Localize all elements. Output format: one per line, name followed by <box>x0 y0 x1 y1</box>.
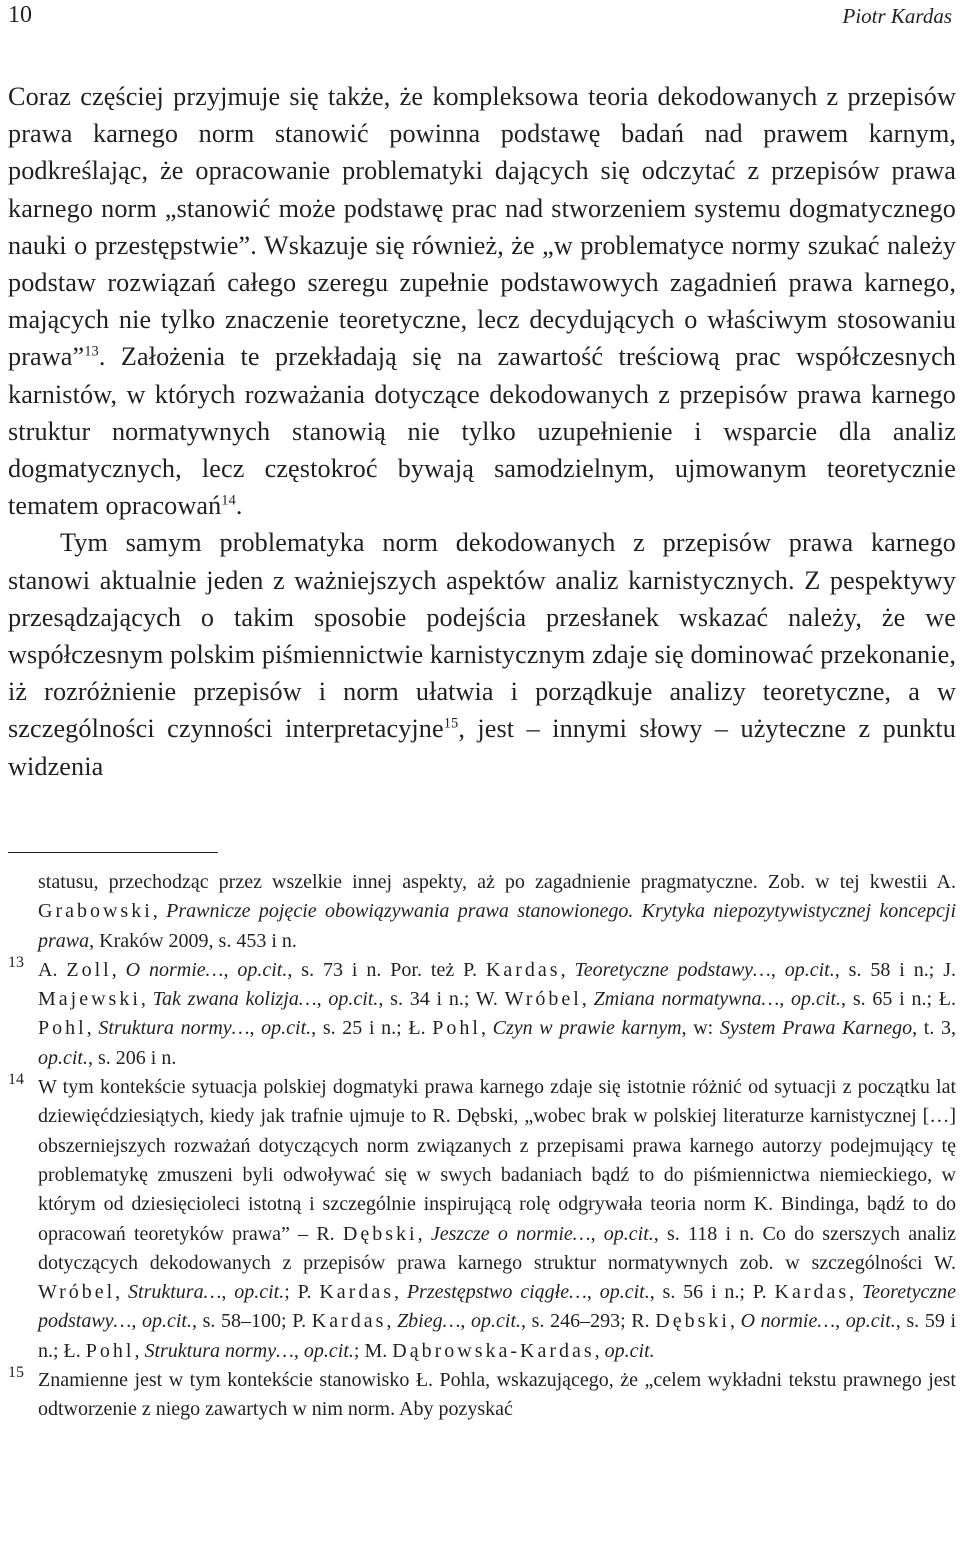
work-title: Struktura… <box>128 1281 222 1304</box>
work-title: Prawnicze pojęcie obowiązywania prawa stanowionego. Krytyka niepozytywistycznej koncepcji prawa <box>38 900 956 952</box>
fn-text: , w: <box>681 1017 720 1040</box>
work-title: op.cit. <box>328 988 379 1011</box>
fn-text: , <box>111 958 126 981</box>
fn-text: , <box>460 1310 472 1333</box>
fn-text: , <box>221 1281 235 1304</box>
author-name: Dębski <box>655 1310 730 1333</box>
author-name: Grabowski <box>38 900 153 923</box>
fn-text: ; M. <box>353 1339 393 1362</box>
fn-text: , <box>386 1310 398 1333</box>
fn-text: , <box>115 1281 129 1304</box>
work-title: Teoretyczne podstawy… <box>574 958 771 981</box>
work-title: op.cit. <box>604 1339 655 1362</box>
fn-text: , <box>152 900 167 923</box>
work-title: Struktura normy… <box>144 1339 294 1362</box>
fn-text: , s. 58–100; P. <box>191 1310 312 1333</box>
author-name: Pohl <box>85 1339 135 1362</box>
author-name: Wróbel <box>38 1281 116 1304</box>
work-title: op.cit. <box>234 1281 285 1304</box>
footnote-ref-13: 13 <box>84 343 99 360</box>
fn-text: , <box>134 1339 145 1362</box>
work-title: Tak zwana kolizja… <box>152 988 317 1011</box>
fn-text: , <box>594 1339 605 1362</box>
footnotes <box>8 868 956 1425</box>
fn-text: , s. 246–293; R. <box>521 1310 656 1333</box>
author-name: Kardas <box>485 958 561 981</box>
fn-text: W tym kontekście sytuacja polskiej dogmatyki prawa karnego zdaje się istotnie różnić od sytuacji z początku lat dziewięćdziesiątych, kiedy jak trafnie ujmuje to R. Dębski, „wobec brak w polskiej literaturze karnistycznej […] obszerniejszych rozważań dotyczących norm związanych z przepisami prawa karnego autorzy podejmujący tę problematykę zmuszeni byli odwoływać się w swych badaniach bądź to do piśmiennictwa niemieckiego, w którym od dziesięcioleci istotną i szczególnie inspirującą rolę odgrywała teoria norm K. Bindinga, bądź to do opracowań teoretyków prawa” – R. <box>38 1076 956 1245</box>
work-title: Teoretyczne podstawy… <box>38 1281 957 1333</box>
work-title: Zbieg… <box>397 1310 461 1333</box>
author-name: Kardas <box>311 1310 387 1333</box>
author-name: Pohl <box>432 1017 481 1040</box>
fn-text: , t. 3, <box>912 1017 956 1040</box>
fn-text: , s. 34 i n.; W. <box>378 988 505 1011</box>
fn-text: , <box>249 1017 262 1040</box>
fn-text: , s. 118 i n. Co do szerszych analiz dotyczących dekodowanych z przepisów prawa karnego struktur normatywnych zob. w szczególności W. <box>38 1222 957 1274</box>
work-title: O normie… <box>740 1310 836 1333</box>
fn-text: , s. 59 i n.; Ł. <box>38 1310 957 1362</box>
footnote-ref-14: 14 <box>221 492 236 509</box>
text-run: , jest – innymi słowy – użyteczne z punktu widzenia <box>8 714 956 781</box>
author-name: Zoll <box>66 958 112 981</box>
fn-text: , <box>835 1310 846 1333</box>
author-name: Dąbrowska-Kardas <box>392 1339 595 1362</box>
work-title: op.cit. <box>791 988 842 1011</box>
author-name: Kardas <box>774 1281 850 1304</box>
fn-text: , s. 73 i n. Por. też P. <box>287 958 486 981</box>
fn-text: , <box>480 1017 493 1040</box>
fn-text: Znamienne jest w tym kontekście stanowisko Ł. Pohla, wskazującego, że „celem wykładni tekstu prawnego jest odtworzenie z niego zawartych w nim norm. Aby pozyskać <box>38 1369 956 1421</box>
work-title: op.cit. <box>845 1310 896 1333</box>
work-title: op.cit. <box>603 1222 654 1245</box>
running-head-author: Piotr Kardas <box>842 4 952 28</box>
fn-text: ; P. <box>284 1281 320 1304</box>
work-title: Struktura normy… <box>98 1017 250 1040</box>
running-header <box>8 0 952 34</box>
work-title: Przestępstwo ciągłe… <box>406 1281 587 1304</box>
footnote-continuation <box>8 868 956 956</box>
text-run: Coraz częściej przyjmuje się także, że kompleksowa teoria dekodowanych z przepisów prawa karnego norm stanowić powinna podstawę badań nad prawem karnym, podkreślając, że opracowanie problematyki dających się odczytać z przepisów prawa karnego norm „stanowić może podstawę prac nad stworzeniem systemu dogmatycznego nauki o przestępstwie”. Wskazuje się również, że „w problematyce normy szukać należy podstaw rozwiązań całego szeregu zupełnie podstawowych zagadnień prawa karnego, mających nie tylko znaczenie teoretyczne, lecz decydujących o właściwym stosowaniu prawa” <box>8 82 956 372</box>
work-title: op.cit. <box>261 1017 312 1040</box>
text-run: . <box>235 491 243 521</box>
work-title: op.cit. <box>141 1310 192 1333</box>
work-title: op.cit. <box>38 1046 88 1069</box>
text-run: Tym samym problematyka norm dekodowanych z przepisów prawa karnego stanowi aktualnie jeden z ważniejszych aspektów analiz karnistycznych. Z pespektywy przesądzających o takim sposobie podejścia przesłanek wskazać należy, że we współczesnym polskim piśmiennictwie karnistycznym zdaje się dominować przekonanie, iż rozróżnienie przepisów i norm ułatwia i porządkuje analizy teoretyczne, a w szczególności czynności interpretacyjne <box>8 528 956 744</box>
author-name: Kardas <box>319 1281 394 1304</box>
work-title: op.cit. <box>237 958 288 981</box>
fn-text: , <box>140 988 153 1011</box>
fn-text: , s. 58 i n.; J. <box>834 958 957 981</box>
fn-text: , s. 65 i n.; Ł. <box>841 988 957 1011</box>
work-title: op.cit. <box>471 1310 522 1333</box>
fn-text: , <box>417 1222 431 1245</box>
author-name: Pohl <box>38 1017 87 1040</box>
fn-text: , <box>590 1222 604 1245</box>
footnote-13 <box>8 953 957 1073</box>
fn-text: , <box>779 988 792 1011</box>
footnote-number: 13 <box>8 953 24 971</box>
fn-text: , s. 56 i n.; P. <box>649 1281 775 1304</box>
fn-text: statusu, przechodząc przez wszelkie innej aspekty, aż po zagadnienie pragmatyczne. Zob. w tej kwestii A. <box>38 871 956 893</box>
footnote-number: 14 <box>8 1071 24 1089</box>
page-number: 10 <box>8 2 32 28</box>
work-title: op.cit. <box>599 1281 650 1304</box>
fn-text: , <box>393 1281 407 1304</box>
footnote-15 <box>8 1366 956 1425</box>
fn-text: , <box>581 988 594 1011</box>
fn-text: , <box>770 958 785 981</box>
fn-text: , <box>316 988 329 1011</box>
work-title: System Prawa Karnego <box>719 1017 913 1040</box>
fn-text: , Kraków 2009, s. 453 i n. <box>89 929 297 952</box>
footnote-ref-15: 15 <box>443 715 459 732</box>
fn-text: , <box>586 1281 600 1304</box>
fn-text: , <box>849 1281 862 1304</box>
work-title: op.cit. <box>303 1339 354 1362</box>
text-run: . Założenia te przekładają się na zawartość treściową prac współczesnych karnistów, w których rozważania dotyczące dekodowanych z przepisów prawa karnego struktur normatywnych stanowią nie tylko uzupełnienie i wsparcie dla analiz dogmatycznych, lecz częstokroć bywają samodzielnym, ujmowanym teoretycznie tematem opracowań <box>8 342 956 521</box>
work-title: Zmiana normatywna… <box>593 988 780 1011</box>
work-title: O normie… <box>125 958 224 981</box>
fn-text: , <box>223 958 238 981</box>
footnote-number: 15 <box>8 1364 24 1382</box>
author-name: Wróbel <box>504 988 582 1011</box>
paragraph-2 <box>8 524 956 784</box>
work-title: Jeszcze o normie… <box>430 1222 591 1245</box>
main-text <box>8 78 956 785</box>
paragraph-1 <box>8 78 956 524</box>
author-name: Dębski <box>342 1222 418 1245</box>
work-title: Czyn w prawie karnym <box>492 1017 682 1040</box>
fn-text: , <box>729 1310 741 1333</box>
footnote-separator <box>8 852 218 853</box>
fn-text: , s. 25 i n.; Ł. <box>311 1017 433 1040</box>
fn-text: , <box>131 1310 142 1333</box>
fn-text: , <box>560 958 575 981</box>
author-name: Majewski <box>38 988 141 1011</box>
work-title: op.cit. <box>784 958 835 981</box>
fn-text: , s. 206 i n. <box>88 1046 177 1069</box>
fn-text: A. <box>38 958 67 981</box>
footnote-14 <box>8 1073 956 1366</box>
fn-text: , <box>293 1339 304 1362</box>
fn-text: , <box>86 1017 99 1040</box>
